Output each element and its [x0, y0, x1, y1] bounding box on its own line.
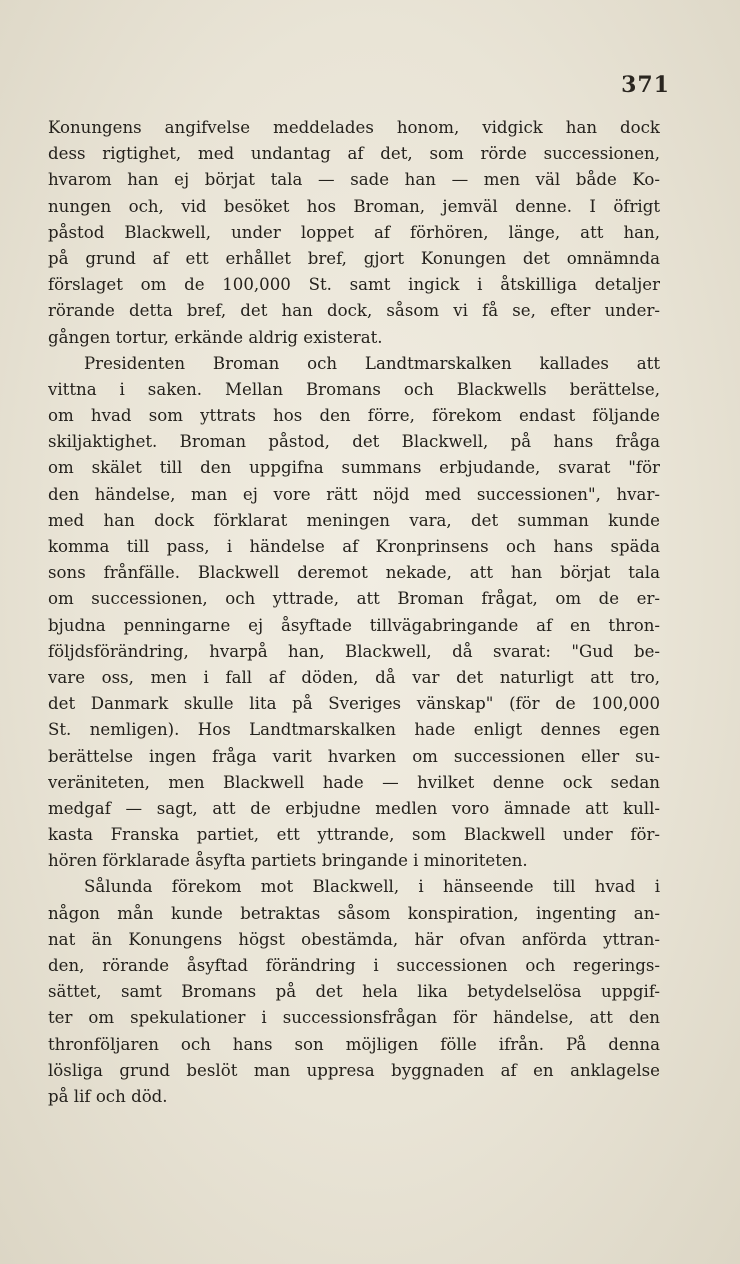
text-line: den händelse, man ej vore rätt nöjd med successionen", hvar- [48, 484, 660, 504]
text-line: Sålunda förekom mot Blackwell, i hänseende till hvad i [84, 877, 660, 897]
text-line: hören förklarade åsyfta partiets bringande i minoriteten. [48, 851, 528, 871]
text-line: om skälet till den uppgifna summans erbjudande, svarat "för [48, 458, 660, 478]
text-line: skiljaktighet. Broman påstod, det Blackwell, på hans fråga [48, 432, 660, 452]
text-line: nat än Konungens högst obestämda, här ofvan anförda yttran- [48, 929, 660, 949]
text-line: sättet, samt Bromans på det hela lika betydelselösa uppgif- [48, 982, 660, 1002]
text-line: nungen och, vid besöket hos Broman, jemväl denne. I öfrigt [48, 196, 660, 216]
text-line: vittna i saken. Mellan Bromans och Blackwells berättelse, [48, 379, 660, 399]
text-line: det Danmark skulle lita på Sveriges vänskap" (för de 100,000 [48, 694, 660, 714]
text-line: medgaf — sagt, att de erbjudne medlen voro ämnade att kull- [48, 798, 660, 818]
text-line: om hvad som yttrats hos den förre, förekom endast följande [48, 406, 660, 426]
text-line: sons frånfälle. Blackwell deremot nekade, att han börjat tala [48, 563, 660, 583]
text-line: veräniteten, men Blackwell hade — hvilket denne ock sedan [48, 772, 660, 792]
text-line: rörande detta bref, det han dock, såsom vi få se, efter under- [48, 301, 660, 321]
text-line: komma till pass, i händelse af Kronprinsens och hans späda [48, 537, 660, 556]
text-line: gången tortur, erkände aldrig existerat. [48, 327, 383, 347]
text-line: följdsförändring, hvarpå han, Blackwell, då svarat: "Gud be- [48, 641, 660, 661]
text-line: Konungens angifvelse meddelades honom, vidgick han dock [48, 118, 660, 137]
text-line: dess rigtighet, med undantag af det, som rörde successionen, [48, 144, 660, 164]
text-line: på lif och död. [48, 1086, 168, 1106]
text-line: förslaget om de 100,000 St. samt ingick i åtskilliga detaljer [48, 275, 660, 295]
text-line: om successionen, och yttrade, att Broman frågat, om de er- [48, 589, 660, 609]
text-line: St. nemligen). Hos Landtmarskalken hade enligt dennes egen [48, 720, 660, 740]
text-line: påstod Blackwell, under loppet af förhören, länge, att han, [48, 222, 660, 242]
body-text [48, 115, 660, 1110]
text-line: hvarom han ej börjat tala — sade han — men väl både Ko- [48, 170, 660, 190]
text-line: Presidenten Broman och Landtmarskalken kallades att [84, 353, 660, 373]
text-line: ter om spekulationer i successionsfrågan för händelse, att den [48, 1008, 660, 1028]
page-number: 371 [621, 72, 670, 98]
text-line: berättelse ingen fråga varit hvarken om successionen eller su- [48, 746, 660, 766]
text-line: lösliga grund beslöt man uppresa byggnaden af en anklagelse [48, 1060, 660, 1080]
text-line: thronföljaren och hans son möjligen fölle ifrån. På denna [48, 1034, 660, 1054]
text-line: med han dock förklarat meningen vara, det summan kunde [48, 510, 660, 530]
text-line: den, rörande åsyftad förändring i successionen och regerings- [48, 956, 660, 975]
text-line: bjudna penningarne ej åsyftade tillvägabringande af en thron- [48, 615, 660, 635]
text-line: kasta Franska partiet, ett yttrande, som Blackwell under för- [48, 825, 660, 845]
text-line: vare oss, men i fall af döden, då var det naturligt att tro, [48, 667, 660, 687]
text-line: någon mån kunde betraktas såsom konspiration, ingenting an- [48, 903, 660, 923]
text-line: på grund af ett erhållet bref, gjort Konungen det omnämnda [48, 248, 660, 268]
